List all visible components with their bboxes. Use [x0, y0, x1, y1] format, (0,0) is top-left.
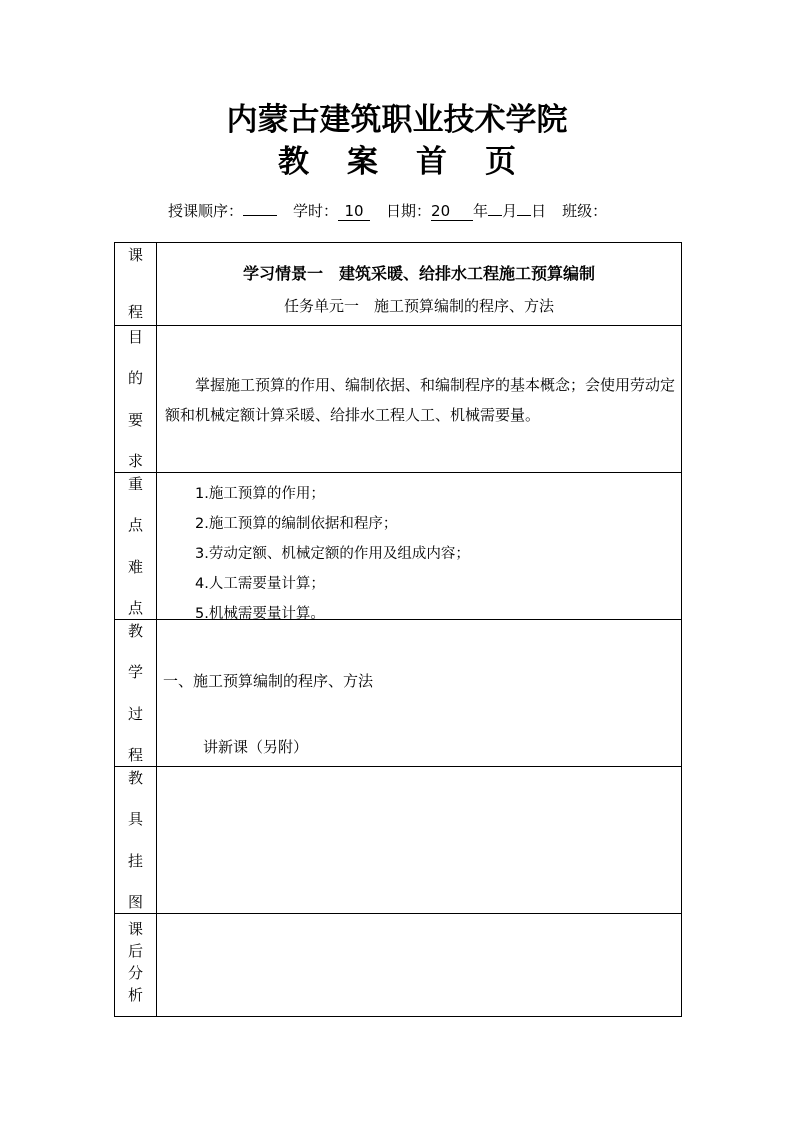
process-content — [157, 620, 682, 767]
aids-label: 教 具 挂 图 — [115, 767, 157, 914]
analysis-content — [157, 914, 682, 1017]
document-title: 内蒙古建筑职业技术学院 — [226, 102, 568, 138]
goals-text: 掌握施工预算的作用、编制依据、和编制程序的基本概念；会使用劳动定额和机械定额计算采暖、给排水工程人工、机械需要量。 — [165, 376, 676, 424]
year-label: 年 — [473, 202, 489, 220]
course-label: 课 程 — [115, 243, 157, 326]
date-year-field: 20 — [431, 203, 473, 221]
month-label: 月 — [502, 202, 518, 220]
list-item: 2.施工预算的编制依据和程序； — [195, 516, 398, 532]
analysis-row — [115, 914, 682, 1017]
unit-title: 学习情景一 建筑采暖、给排水工程施工预算编制 — [242, 264, 595, 283]
course-content — [157, 243, 682, 326]
goals-row — [115, 326, 682, 473]
hours-label: 学时： — [293, 202, 339, 220]
day-label: 日 — [531, 202, 547, 220]
list-item: 1.施工预算的作用； — [195, 486, 325, 502]
key-points-label: 重 点 难 点 — [115, 473, 157, 620]
list-item: 4.人工需要量计算； — [195, 576, 325, 592]
list-item: 5.机械需要量计算。 — [195, 606, 325, 622]
key-points-row — [115, 473, 682, 620]
aids-row — [115, 767, 682, 914]
goals-content — [157, 326, 682, 473]
key-points-list — [195, 479, 470, 629]
info-line — [168, 200, 607, 222]
process-line-2: 讲新课（另附） — [203, 738, 309, 756]
class-label: 班级： — [562, 202, 608, 220]
goals-label: 目 的 要 求 — [115, 326, 157, 473]
month-field — [488, 215, 502, 216]
process-row — [115, 620, 682, 767]
process-label: 教 学 过 程 — [115, 620, 157, 767]
aids-content — [157, 767, 682, 914]
course-row — [115, 243, 682, 326]
order-label: 授课顺序： — [168, 202, 244, 220]
unit-subtitle: 任务单元一 施工预算编制的程序、方法 — [283, 297, 554, 315]
hours-field: 10 — [338, 203, 370, 221]
lesson-plan-table — [114, 242, 682, 1017]
key-points-content — [157, 473, 682, 620]
order-field — [243, 215, 277, 216]
document-subtitle: 教案首页 — [278, 144, 554, 180]
date-label: 日期： — [386, 202, 432, 220]
list-item: 3.劳动定额、机械定额的作用及组成内容； — [195, 546, 470, 562]
day-field — [517, 215, 531, 216]
analysis-label: 课 后 分 析 — [115, 914, 157, 1017]
process-line-1: 一、施工预算编制的程序、方法 — [163, 672, 374, 690]
